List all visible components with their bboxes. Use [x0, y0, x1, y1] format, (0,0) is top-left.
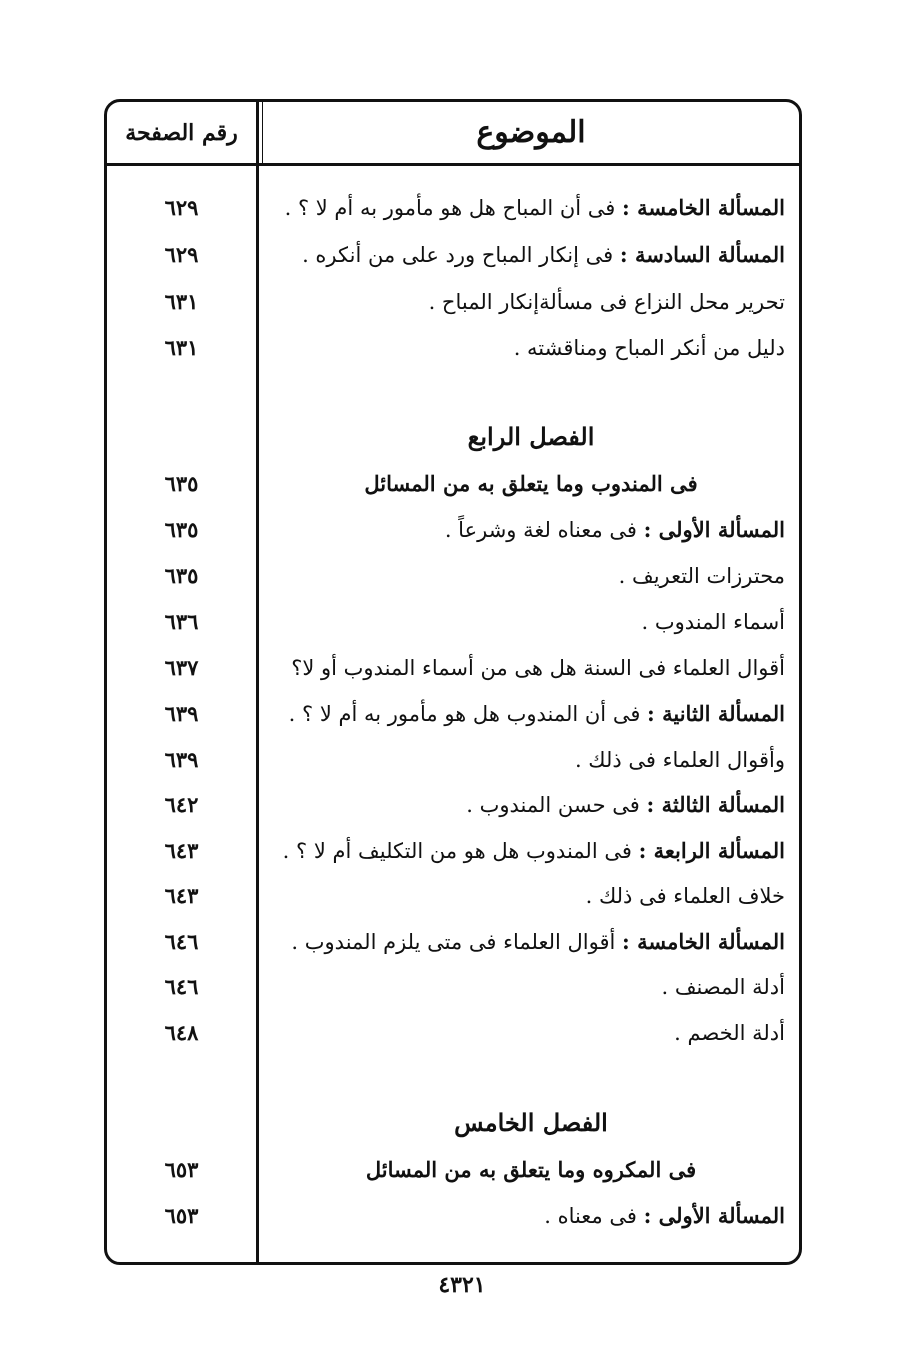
- page-column-header: رقم الصفحة: [125, 119, 238, 146]
- topic-text: خلاف العلماء فى ذلك .: [585, 884, 785, 908]
- table-row: [107, 1196, 799, 1236]
- issue-label: المسألة الأولى :: [643, 517, 785, 542]
- topic-cell: [267, 556, 785, 596]
- issue-label: المسألة الرابعة :: [638, 838, 785, 863]
- table-row: [107, 282, 799, 322]
- issue-label: المسألة الخامسة :: [622, 195, 785, 220]
- table-row: [107, 328, 799, 368]
- topic-cell: [267, 876, 785, 916]
- topic-cell: [267, 235, 785, 275]
- page-cell: ٦٤٦: [164, 974, 199, 999]
- table-row: [107, 235, 799, 275]
- issue-label: المسألة الأولى :: [643, 1203, 785, 1228]
- topic-text: فى أن المندوب هل هو مأمور به أم لا ؟ .: [288, 702, 648, 726]
- page-cell: ٦٤٨: [164, 1020, 199, 1045]
- topic-text: أدلة المصنف .: [661, 975, 785, 999]
- page-cell: ٦٤٦: [164, 929, 199, 954]
- page-cell: [107, 417, 256, 457]
- topic-text: فى أن المباح هل هو مأمور به أم لا ؟ .: [284, 196, 623, 220]
- page-cell: ٦٥٣: [164, 1157, 199, 1182]
- page-cell: [107, 1103, 256, 1143]
- topic-text: دليل من أنكر المباح ومناقشته .: [513, 336, 785, 360]
- topic-text: فى إنكار المباح ورد على من أنكره .: [302, 243, 620, 267]
- topic-text: تحرير محل النزاع فى مسألةإنكار المباح .: [428, 290, 785, 314]
- section-subheading-row: [107, 464, 799, 504]
- page-number: ٤٣٢١: [438, 1272, 486, 1298]
- page-cell: ٦٢٩: [164, 195, 199, 220]
- page-cell: ٦٣٥: [164, 563, 199, 588]
- topic-cell: [267, 1196, 785, 1236]
- topic-cell: [267, 648, 785, 688]
- topic-text: فى المكروه وما يتعلق به من المسائل: [365, 1157, 697, 1182]
- table-row: [107, 740, 799, 780]
- topic-cell: [267, 1013, 785, 1053]
- topic-cell: [263, 417, 799, 457]
- topic-cell: [263, 1150, 799, 1190]
- topic-text: وأقوال العلماء فى ذلك .: [574, 748, 785, 772]
- topic-text: أسماء المندوب .: [641, 610, 785, 634]
- page-cell: ٦٣٦: [164, 609, 199, 634]
- table-row: [107, 967, 799, 1007]
- table-row: [107, 602, 799, 642]
- topic-cell: [263, 464, 799, 504]
- topic-text: أقوال العلماء فى السنة هل هى من أسماء المندوب أو لا؟: [291, 656, 785, 680]
- toc-rows: [107, 102, 799, 1262]
- page-cell: ٦٤٣: [164, 838, 199, 863]
- issue-label: المسألة الثالثة :: [646, 792, 785, 817]
- topic-cell: [267, 602, 785, 642]
- page-cell: ٦٣٥: [164, 517, 199, 542]
- page-cell: ٦٤٢: [164, 792, 199, 817]
- issue-label: المسألة الثانية :: [647, 701, 785, 726]
- topic-text: فى معناه .: [544, 1204, 644, 1228]
- topic-column-header: الموضوع: [476, 115, 586, 150]
- topic-text: أقوال العلماء فى متى يلزم المندوب .: [291, 930, 623, 954]
- topic-cell: [267, 510, 785, 550]
- topic-cell: [267, 694, 785, 734]
- table-row: [107, 785, 799, 825]
- topic-cell: [263, 1103, 799, 1143]
- page-cell: ٦٤٣: [164, 883, 199, 908]
- page-cell: ٦٥٣: [164, 1203, 199, 1228]
- toc-table: [104, 99, 802, 1265]
- page-cell: ٦٣٧: [164, 655, 199, 680]
- topic-text: محترزات التعريف .: [618, 564, 785, 588]
- table-row: [107, 510, 799, 550]
- table-row: [107, 1013, 799, 1053]
- topic-cell: [267, 282, 785, 322]
- table-row: [107, 648, 799, 688]
- topic-text: الفصل الخامس: [454, 1108, 608, 1137]
- page-cell: ٦٣١: [164, 335, 199, 360]
- table-row: [107, 831, 799, 871]
- topic-cell: [267, 922, 785, 962]
- section-subheading-row: [107, 1150, 799, 1190]
- topic-cell: [267, 831, 785, 871]
- topic-text: الفصل الرابع: [467, 422, 595, 451]
- table-row: [107, 556, 799, 596]
- table-row: [107, 694, 799, 734]
- page-cell: ٦٣٩: [164, 747, 199, 772]
- topic-text: فى حسن المندوب .: [466, 793, 647, 817]
- topic-cell: [267, 740, 785, 780]
- topic-text: فى المندوب وما يتعلق به من المسائل: [364, 471, 698, 496]
- table-row: [107, 922, 799, 962]
- table-row: [107, 188, 799, 228]
- topic-cell: [267, 328, 785, 368]
- topic-text: فى معناه لغة وشرعاً .: [444, 518, 644, 542]
- topic-cell: [267, 785, 785, 825]
- page-cell: ٦٣٩: [164, 701, 199, 726]
- page-cell: ٦٣١: [164, 289, 199, 314]
- topic-cell: [267, 188, 785, 228]
- table-row: [107, 876, 799, 916]
- topic-text: فى المندوب هل هو من التكليف أم لا ؟ .: [282, 839, 639, 863]
- page-cell: ٦٢٩: [164, 242, 199, 267]
- topic-text: أدلة الخصم .: [674, 1021, 785, 1045]
- topic-cell: [267, 967, 785, 1007]
- page-cell: ٦٣٥: [164, 471, 199, 496]
- section-heading-row: [107, 417, 799, 457]
- issue-label: المسألة السادسة :: [619, 242, 785, 267]
- section-heading-row: [107, 1103, 799, 1143]
- issue-label: المسألة الخامسة :: [622, 929, 785, 954]
